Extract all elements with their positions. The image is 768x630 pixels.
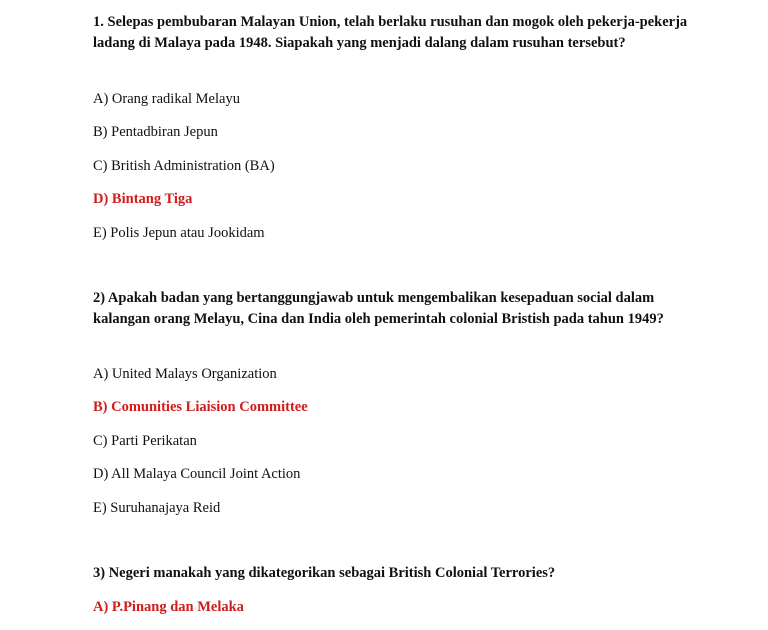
question-2 — [93, 288, 693, 330]
q2-option-d: D) All Malaya Council Joint Action — [93, 466, 301, 482]
q2-option-e: E) Suruhanajaya Reid — [93, 500, 221, 516]
question-1 — [93, 12, 693, 54]
q3-option-a-correct-answer: A) P.Pinang dan Melaka — [93, 599, 244, 615]
question-1-text: 1. Selepas pembubaran Malayan Union, telah berlaku rusuhan dan mogok oleh pekerja-pekerja ladang di Malaya pada 1948. Siapakah yang menjadi dalang dalam rusuhan tersebut? — [93, 14, 688, 51]
q2-option-b-correct-answer: B) Comunities Liaision Committee — [93, 399, 308, 415]
q1-option-e: E) Polis Jepun atau Jookidam — [93, 225, 265, 241]
q2-option-a: A) United Malays Organization — [93, 366, 277, 382]
q1-option-a: A) Orang radikal Melayu — [93, 91, 240, 107]
q1-option-d-correct-answer: D) Bintang Tiga — [93, 191, 193, 207]
question-3 — [93, 563, 693, 584]
q1-option-b: B) Pentadbiran Jepun — [93, 124, 218, 140]
q1-option-c: C) British Administration (BA) — [93, 158, 275, 174]
q2-option-c: C) Parti Perikatan — [93, 433, 197, 449]
question-3-text: 3) Negeri manakah yang dikategorikan sebagai British Colonial Terrories? — [93, 565, 556, 581]
question-2-text: 2) Apakah badan yang bertanggungjawab untuk mengembalikan kesepaduan social dalam kalangan orang Melayu, Cina dan India oleh pemerintah colonial Bristish pada tahun 1949? — [93, 290, 664, 327]
